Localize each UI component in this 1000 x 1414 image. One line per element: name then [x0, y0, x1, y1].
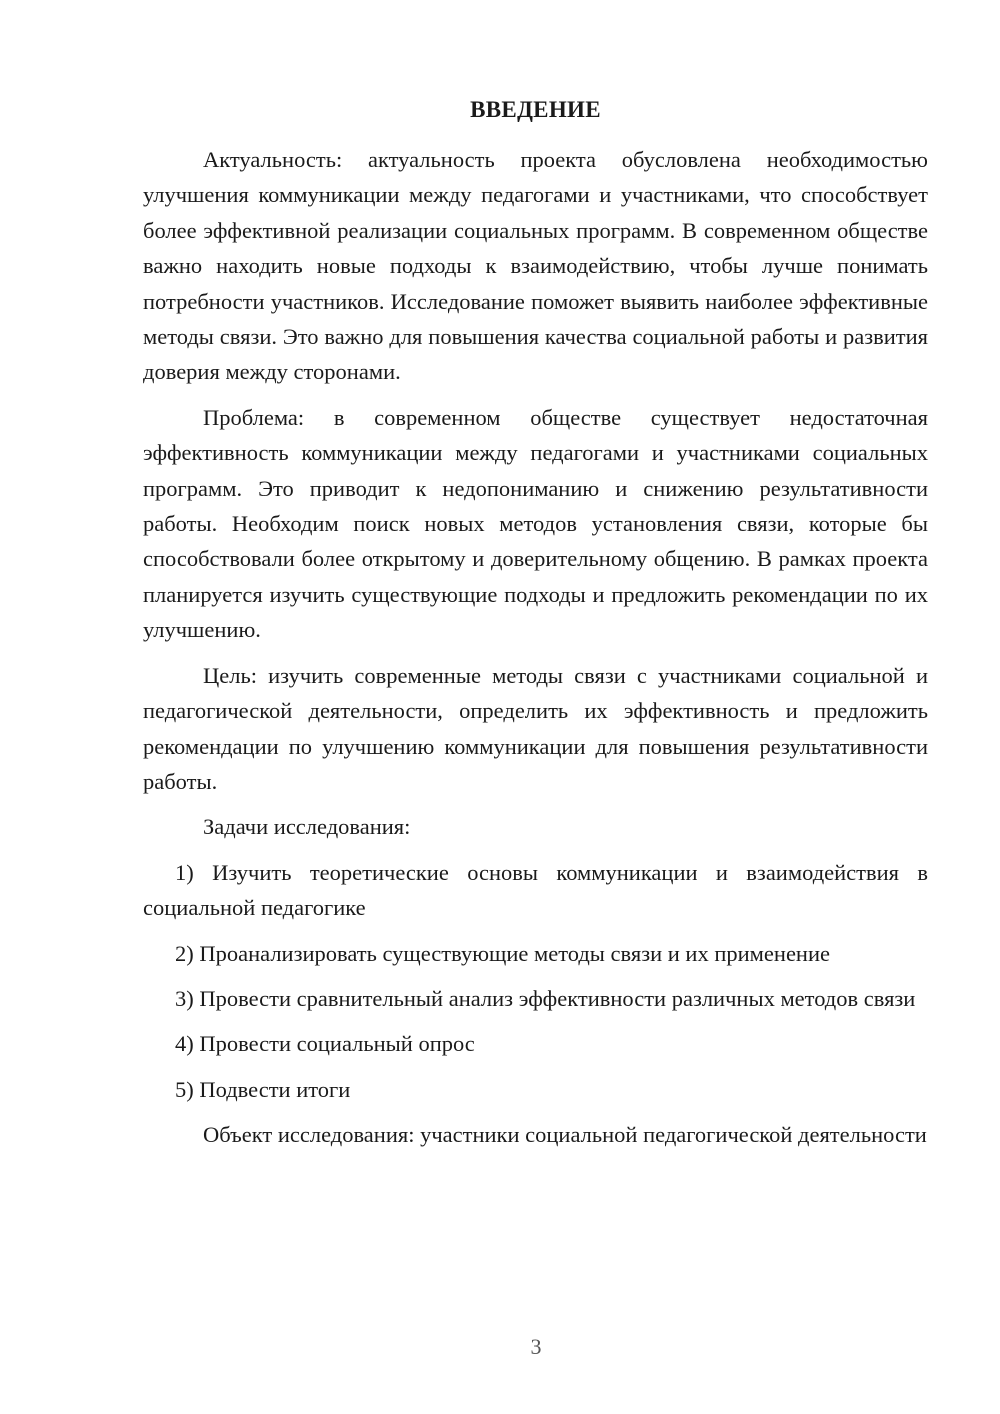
task-item: 3) Провести сравнительный анализ эффективности различных методов связи	[175, 985, 916, 1011]
document-body	[143, 142, 928, 1163]
task-item: 1) Изучить теоретические основы коммуникации и взаимодействия в социальной педагогике	[143, 859, 928, 921]
tasks-heading: Задачи исследования:	[203, 814, 411, 840]
goal-paragraph: Цель: изучить современные методы связи с участниками социальной и педагогической деятельности, определить их эффективность и предложить рекомендации по улучшению коммуникации для повышения результативности работы.	[143, 662, 928, 794]
relevance-paragraph: Актуальность: актуальность проекта обусловлена необходимостью улучшения коммуникации между педагогами и участниками, что способствует более эффективной реализации социальных программ. В современном обществе важно находить новые подходы к взаимодействию, чтобы лучше понимать потребности участников. Исследование поможет выявить наиболее эффективные методы связи. Это важно для повышения качества социальной работы и развития доверия между сторонами.	[143, 147, 928, 385]
problem-paragraph: Проблема: в современном обществе существует недостаточная эффективность коммуникации между педагогами и участниками социальных программ. Это приводит к недопониманию и снижению результативности работы. Необходим поиск новых методов установления связи, которые бы способствовали более открытому и доверительному общению. В рамках проекта планируется изучить существующие подходы и предложить рекомендации по их улучшению.	[143, 404, 928, 643]
task-item: 4) Провести социальный опрос	[175, 1031, 475, 1057]
task-item: 5) Подвести итоги	[175, 1076, 351, 1102]
task-item: 2) Проанализировать существующие методы связи и их применение	[175, 940, 831, 966]
page-number: 3	[530, 1334, 542, 1359]
page-title: ВВЕДЕНИЕ	[470, 97, 601, 122]
object-paragraph: Объект исследования: участники социальной педагогической деятельности	[203, 1122, 927, 1148]
